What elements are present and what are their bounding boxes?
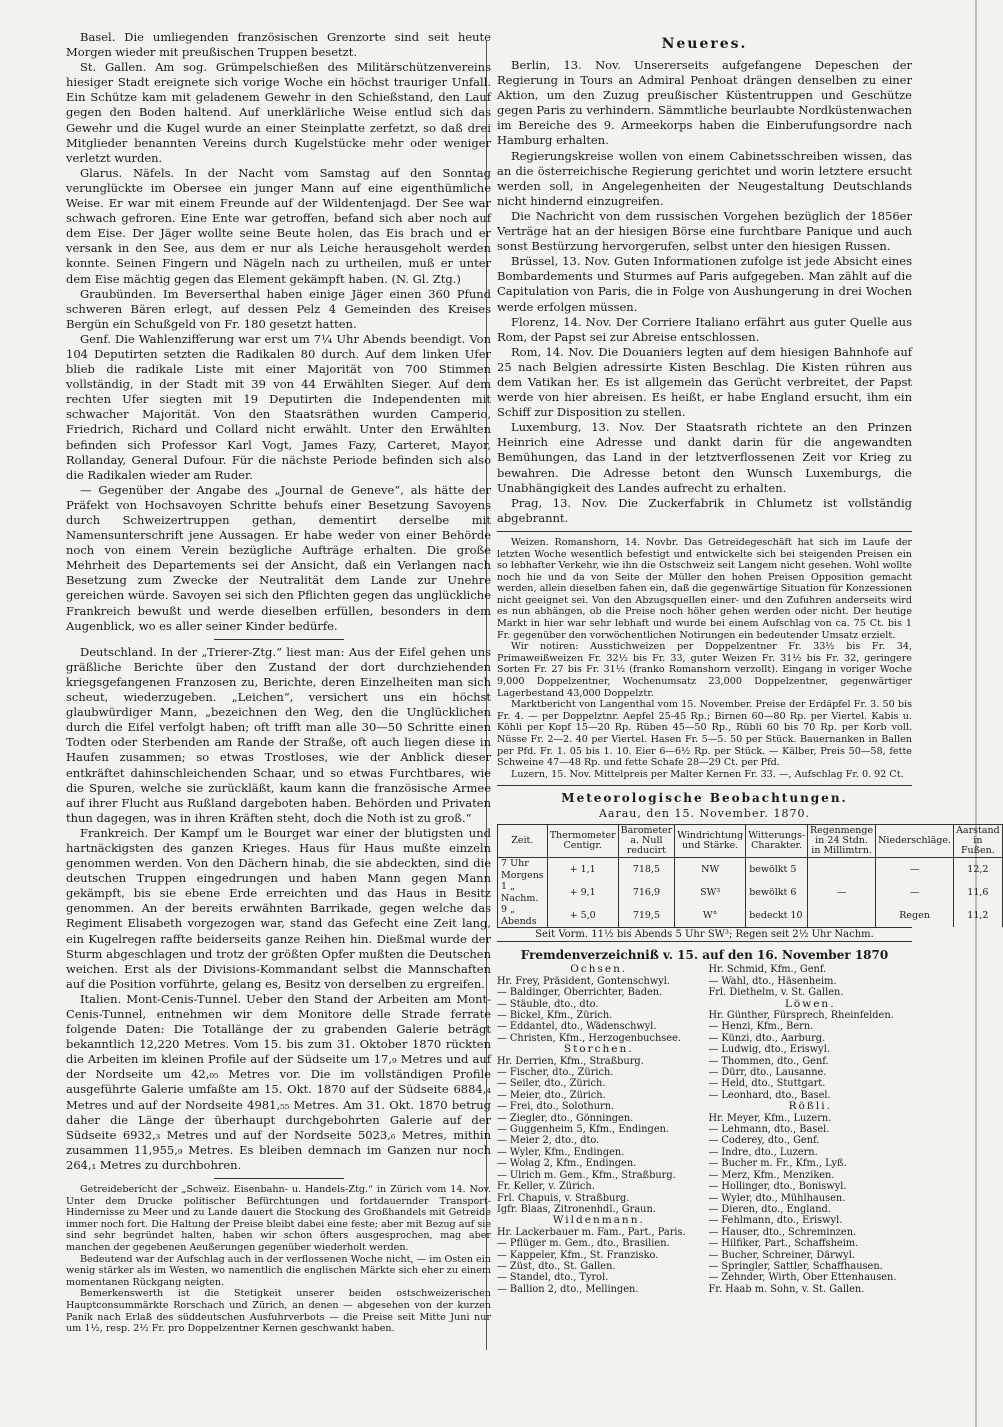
guest-entry: — Fischer, dto., Zürich. [497, 1067, 614, 1079]
separator [497, 785, 912, 786]
meteo-header-cell: Niederschläge. [876, 825, 954, 858]
meteo-header-cell: Regenmenge in 24 Stdn. in Millimtrn. [808, 825, 876, 858]
guest-entry: — Frei, dto., Solothurn. [497, 1101, 615, 1113]
weizen-report: Weizen. Romanshorn, 14. Novbr. Das Getreidegeschäft hat sich im Laufe der letzten Woche wesentlich befestigt und entwickelte sich bei steigenden Preisen ein so lebhafter Verkehr, wie ihn die Ostschweiz seit Langem nicht gesehen. Wohl wollte noch hie und da von Seite der Müller den hohen Preisen Opposition gemacht werden, allein dieselben fahen ein, daß die gegenwärtige Situation für Konzessionen nicht geeignet sei. Von den Abzugsquellen einer- und den Zufuhren anderseits wird es nun abhängen, ob die Preise noch höher gehen werden oder nicht. Der heutige Markt in hier war sehr lebhaft und wurde bei einem Aufschlag von ca. 75 Ct. bis 1 Fr. gegenüber den vorwöchentlichen Notirungen ein bedeutender Umsatz erzielt. [497, 536, 912, 641]
meteo-cell: 719,5 [618, 904, 675, 927]
guest-entry: — Coderey, dto., Genf. [708, 1135, 820, 1147]
article-basel: Basel. Die umliegenden französischen Grenzorte sind seit heute Morgen wieder mit preußischen Truppen besetzt. [66, 30, 491, 60]
guest-entry: — Merz, Kfm., Menziken. [708, 1169, 835, 1181]
meteo-cell: — [808, 881, 876, 904]
meteo-header-cell: Thermometer Centigr. [547, 825, 618, 858]
hotel-name: Ochsen. [570, 963, 628, 976]
meteo-cell: + 1,1 [547, 858, 618, 882]
separator [497, 531, 912, 532]
meteo-cell: 716,9 [618, 881, 675, 904]
meteo-cell: 11,2 [954, 904, 1003, 927]
meteo-header-cell: Zeit. [498, 825, 548, 858]
fremdenverzeichnis [497, 964, 912, 1295]
guest-entry: — Pflüger m. Gem., dto., Brasilien. [497, 1238, 670, 1250]
guest-entry: Hr. Frey, Präsident, Gontenschwyl. [497, 975, 671, 987]
guest-entry: — Wyler, dto., Mühlhausen. [708, 1192, 846, 1204]
fremdenverzeichnis-heading: Fremdenverzeichniß v. 15. auf den 16. November 1870 [520, 948, 889, 963]
getreidebericht-text-2: Bedeutend war der Aufschlag auch in der verflossenen Woche nicht, — im Osten ein wenig stärker als im Westen, wo namentlich die englischen Märkte sich eher zu einem momentanen Rückgang neigten. [66, 1253, 491, 1288]
meteo-cell [808, 858, 876, 882]
meteo-subheading: Aarau, den 15. November. 1870. [598, 807, 810, 821]
guest-entry: — Bucher, Schreiner, Därwyl. [708, 1249, 855, 1261]
guest-entry: Fr. Haab m. Sohn, v. St. Gallen. [708, 1283, 865, 1295]
hotel-name: Storchen. [563, 1043, 634, 1056]
meteo-header-cell: Windrichtung und Stärke. [675, 825, 746, 858]
article-frankreich: Frankreich. Der Kampf um le Bourget war einer der blutigsten und hartnäckigsten des ganzen Krieges. Haus für Haus mußte einzeln genommen werden. Von den Dächern hinab, die sie abdeckten, sind die deutschen Truppen eingedrungen und haben Mann gegen Mann gekämpft, bis sie ebene Erde erreichten und das Haus in Besitz genommen. An der bereits erwähnten Barrikade, gegen welche das Regiment Elisabeth vorgezogen war, stand das Gefecht eine Zeit lang, ein Kugelregen raffte beiderseits ganze Reihen hin. Dießmal wurde der Sturm abgeschlagen und trotz der größten Opfer mußten die Deutschen weichen. Erst als der Divisions-Kommandant selbst die Mannschaften auf die Position vorführte, gelang es, Besitz von derselben zu ergreifen. [66, 825, 491, 991]
guest-entry: — Baldinger, Oberrichter, Baden. [497, 987, 663, 999]
meteo-heading: Meteorologische Beobachtungen. [561, 791, 848, 806]
meteo-table [497, 824, 1003, 927]
meteo-header-cell: Aarstand in Fußen. [954, 825, 1003, 858]
meteo-header-cell: Witterungs-Charakter. [746, 825, 808, 858]
guest-entry: — Züst, dto., St. Gallen. [497, 1260, 616, 1272]
guest-entry: — Springler, Sattler, Schaffhausen. [708, 1260, 883, 1272]
article-rom: Rom, 14. Nov. Die Douaniers legten auf dem hiesigen Bahnhofe auf 25 nach Belgien adressirte Kisten Beschlag. Die Kisten rühren aus dem Vatikan her. Es ist allgemein das Gerücht verbreitet, der Papst werde von hier abreisen. Es heißt, er habe England ersucht, ihm ein Schiff zur Disposition zu stellen. [497, 344, 912, 420]
getreidebericht-text: Getreidebericht der „Schweiz. Eisenbahn- u. Handels-Ztg.“ in Zürich vom 14. Nov. Unter dem Drucke politischer Befürchtungen und fortdauernder Transport-Hindernisse zu Meer und zu Lande dauert die Stockung des Großhandels mit Getreide immer noch fort. Die Haltung der Preise bleibt dabei eine feste; aber mit Bezug auf sie sind sehr begründet halten, haben wir schon öfters ausgesprochen, mag aber manchen der gegebenen Aeußerungen gegenüber wiederholt werden. [66, 1184, 491, 1253]
meteo-row [498, 904, 1003, 927]
guest-entry: — Bickel, Kfm., Zürich. [497, 1010, 613, 1021]
article-luxemburg: Luxemburg, 13. Nov. Der Staatsrath richtete an den Prinzen Heinrich eine Adresse und dankt darin für die angewandten Bemühungen, das Land in der letztverflossenen Zeit vor Krieg zu bewahren. Die Adresse betont den Wunsch Luxemburgs, die Unabhängigkeit des Landes aufrecht zu erhalten. [497, 420, 912, 495]
meteo-cell: 9 „ Abends [498, 904, 548, 927]
meteo-cell: — [876, 858, 954, 882]
guest-entry: — Ludwig, dto., Eriswyl. [708, 1044, 830, 1056]
luzern-report: Luzern, 15. Nov. Mittelpreis per Malter Kernen Fr. 33. —, Aufschlag Fr. 0. 92 Ct. [511, 768, 904, 780]
meteo-cell: bewölkt 5 [746, 858, 808, 882]
guest-entry: — Dürr, dto., Lausanne. [708, 1067, 827, 1079]
guest-entry: — Held, dto., Stuttgart. [708, 1078, 826, 1090]
guest-entry: — Leonhard, dto., Basel. [708, 1089, 831, 1101]
guest-entry: — Zehnder, Wirth, Ober Ettenhausen. [708, 1272, 897, 1284]
separator [214, 1178, 344, 1179]
weizen-prices: Wir notiren: Ausstichweizen per Doppelzentner Fr. 33½ bis Fr. 34, Primaweißweizen Fr. 32½ bis Fr. 33, guter Weizen Fr. 31½ bis Fr. 32, geringere Sorten Fr. 27 bis Fr. 31½ (franko Romanshorn verzollt). Eingang in voriger Woche 9,000 Doppelzentner, Wochenumsatz 23,000 Doppelzentner, gegenwärtiger Lagerbestand 43,000 Doppelztr. [497, 641, 912, 699]
guest-entry: Hr. Schmid, Kfm., Genf. [708, 964, 827, 976]
guest-entry: — Wahl, dto., Häsenheim. [708, 975, 837, 987]
meteo-cell: bewölkt 6 [746, 881, 808, 904]
guest-entry: — Stäuble, dto., dto. [497, 998, 599, 1010]
guest-entry: — Indre, dto., Luzern. [708, 1146, 818, 1158]
meteo-cell: 1 „ Nachm. [498, 881, 548, 904]
guest-entry: — Bucher m. Fr., Kfm., Lyß. [708, 1158, 847, 1170]
meteo-cell: bedeckt 10 [746, 904, 808, 927]
meteo-cell [808, 904, 876, 927]
guest-entry: — Lehmann, dto., Basel. [708, 1124, 830, 1136]
meteo-header-row [498, 825, 1003, 858]
guest-entry: — Dieren, dto., England. [708, 1203, 831, 1215]
meteo-cell: — [876, 881, 954, 904]
meteo-header-cell: Barometer a. Null reducirt [618, 825, 675, 858]
guest-entry: Hr. Meyer, Kfm., Luzern. [708, 1112, 832, 1124]
article-glarus: Glarus. Näfels. In der Nacht vom Samstag auf den Sonntag verunglückte im Obersee ein junger Mann auf eine eigenthümliche Weise. Er war mit einem Freunde auf der Wildentenjagd. Der See war schwach gefroren. Eine Ente war getroffen, befand sich aber noch auf dem Eise. Der Jäger wollte seine Beute holen, das Eis brach und er versank in den See, aus dem er nur als Leiche herausgeholt werden konnte. Seinen Fingern und Nägeln nach zu urtheilen, muß er unter dem Eise mächtig gegen das Element gekämpft haben. (N. Gl. Ztg.) [66, 165, 491, 286]
guest-entry: — Meier, dto., Zürich. [497, 1089, 606, 1101]
left-column [66, 30, 491, 1390]
article-genf-savoyen: — Gegenüber der Angabe des „Journal de Geneve“, als hätte der Präfekt von Hochsavoyen Schritte behufs einer Besetzung Savoyens durch Schweizertruppen gethan, dementirt derselbe mit Namensunterschrift jene Aussagen. Er habe weder von einer Behörde noch von einem Verein bezügliche Aufträge erhalten. Die große Mehrheit des Departements sei der Ansicht, daß ein Verlangen nach Besetzung zum Zwecke der Neutralität dem Lande zur Unehre gereichen würde. Savoyen sei sich den Pflichten gegen das unglückliche Frankreich bewußt und werde dieselben erfüllen, besonders in dem Augenblick, wo es aller seiner Kinder bedürfe. [66, 482, 491, 633]
getreidebericht-text-3: Bemerkenswerth ist die Stetigkeit unserer beiden ostschweizerischen Hauptconsummärkte Rorschach und Zürich, an denen — abgesehen von der kurzen Panik nach Erlaß des süddeutschen Ausfuhrverbots — die Preise seit Mitte Juni nur um 1½, resp. 2½ Fr. pro Doppelzentner Kernen geschwankt haben. [66, 1288, 491, 1335]
meteo-cell: 12,2 [954, 858, 1003, 882]
guest-entry: Hr. Lackerbauer m. Fam., Part., Paris. [497, 1226, 686, 1238]
meteo-cell: 11,6 [954, 881, 1003, 904]
meteo-cell: NW [675, 858, 746, 882]
guest-list-right [709, 964, 913, 1295]
guest-entry: — Seiler, dto., Zürich. [497, 1078, 606, 1090]
hotel-name: Wildenmann. [552, 1214, 645, 1227]
article-berlin-2: Regierungskreise wollen von einem Cabinetsschreiben wissen, das an die österreichische Regierung gerichtet und worin letztere ersucht werden soll, in Angelegenheiten der Neugestaltung Deutschlands nicht hindernd einzugreifen. [497, 148, 912, 208]
article-stgallen: St. Gallen. Am sog. Grümpelschießen des Militärschützenvereins hiesiger Stadt ereignete sich vorige Woche ein höchst trauriger Unfall. Ein Schütze kam mit geladenem Gewehr in den Schießstand, den Lauf gegen den Boden haltend. Auf unerklärliche Weise entlud sich das Gewehr und die Kugel wurde an einer Steinplatte zerfetzt, so daß drei Mitglieder benannten Vereins durch Kugelstücke mehr oder weniger verletzt wurden. [66, 60, 491, 165]
guest-entry: — Eddantel, dto., Wädenschwyl. [497, 1021, 657, 1033]
guest-entry: — Fehlmann, dto., Eriswyl. [708, 1215, 843, 1227]
hotel-name: Löwen. [784, 997, 836, 1010]
hotel-name: Rößli. [788, 1100, 832, 1113]
guest-entry: Hr. Günther, Fürsprech, Rheinfelden. [708, 1010, 894, 1021]
meteo-cell: 7 Uhr Morgens [498, 858, 548, 882]
meteo-row [498, 881, 1003, 904]
meteo-cell: Regen [876, 904, 954, 927]
guest-entry: — Ziegler, dto., Gönningen. [497, 1112, 634, 1124]
guest-entry: — Wyler, Kfm., Endingen. [497, 1146, 625, 1158]
guest-list-left [497, 964, 701, 1295]
guest-entry: Igfr. Blaas, Zitronenhdl., Graun. [497, 1203, 656, 1215]
meteo-row [498, 858, 1003, 882]
article-russland: Die Nachricht von dem russischen Vorgehen bezüglich der 1856er Verträge hat an der hiesigen Börse eine furchtbare Panique und auch sonst Bestürzung hervorgerufen, selbst unter den hiesigen Russen. [497, 208, 912, 254]
article-prag: Prag, 13. Nov. Die Zuckerfabrik in Chlumetz ist vollständig abgebrannt. [497, 495, 912, 525]
guest-entry: — Hauser, dto., Schreminzen. [708, 1226, 857, 1238]
article-deutschland: Deutschland. In der „Trierer-Ztg.“ liest man: Aus der Eifel gehen uns gräßliche Berichte über den Zustand der dort durchziehenden kriegsgefangenen Franzosen zu, Berichte, deren Einzelheiten man sich scheut, wiederzugeben. „Leichen“, versichert uns ein höchst glaubwürdiger Mann, „bezeichnen den Weg, den die Unglücklichen durch die Eifel verfolgt haben; oft trifft man alle 30—50 Schritte einen Todten oder Sterbenden am Rande der Straße, oft auch liegen diese in Haufen zusammen; so etwas Trostloses, wie der Anblick dieser entkräftet dahinschleichenden Schaar, und so etwas Furchtbares, wie die Spuren, welche sie zurückläßt, kaum kann die französische Armee auf ihrer Flucht aus Rußland dargeboten haben. Behörden und Privaten thun dagegen, was in ihren Kräften steht, doch die Noth ist zu groß.“ [66, 644, 491, 825]
guest-entry: — Hollinger, dto., Boniswyl. [708, 1181, 847, 1193]
article-florenz: Florenz, 14. Nov. Der Corriere Italiano erfährt aus guter Quelle aus Rom, der Papst sei zur Abreise entschlossen. [497, 314, 912, 344]
langenthal-report: Marktbericht von Langenthal vom 15. November. Preise der Erdäpfel Fr. 3. 50 bis Fr. 4. — per Doppelztnr. Aepfel 25-45 Rp.; Birnen 60—80 Rp. per Viertel. Kabis u. Köhli per Kopf 15—20 Rp. Rüben 45—50 Rp., Rübli 60 bis 70 Rp. per Korb voll. Nüsse Fr. 2—2. 40 per Viertel. Hasen Fr. 5—5. 50 per Stück. Bauernanken in Ballen per Pfd. Fr. 1. 05 bis 1. 10. Eier 6—6½ Rp. per Stück. — Kälber, Preis 50—58, fette Schweine 47—48 Rp. und fette Schafe 28—29 Ct. per Pfd. [497, 699, 912, 769]
separator [214, 639, 344, 640]
article-graubuenden: Graubünden. Im Beverserthal haben einige Jäger einen 360 Pfund schweren Bären erlegt, auf dessen Pelz 4 Gemeinden des Kreises Bergün ein Schußgeld von Fr. 180 gesetzt hatten. [66, 286, 491, 331]
guest-entry: — Künzi, dto., Aarburg. [708, 1032, 826, 1044]
article-italien: Italien. Mont-Cenis-Tunnel. Ueber den Stand der Arbeiten am Mont-Cenis-Tunnel, entnehmen wir dem Monitore delle Strade ferrate folgende Daten: Die Totallänge der zu grabenden Galerie beträgt bekanntlich 12,220 Metres. Vom 15. bis zum 31. Oktober 1870 rückten die Arbeiten im kleinen Profile auf der Südseite um 17,₉ Metres und auf der Nordseite um 42,₀₅ Metres vor. Die im vollständigen Profile ausgeführte Galerie umfaßte am 15. Okt. 1870 auf der Südseite 6884,₄ Metres und auf der Nordseite 4981,₅₅ Metres. Am 31. Okt. 1870 betrug daher die Länge der überhaupt durchgebohrten Galerie auf der Südseite 6932,₃ Metres und auf der Nordseite 5023,₆ Metres, mithin zusammen 11,955,₉ Metres. Es bleiben demnach im Ganzen nur noch 264,₁ Metres zu durchbohren. [66, 991, 491, 1172]
guest-entry: — Hilfiker, Part., Schaffsheim. [708, 1238, 859, 1250]
article-berlin: Berlin, 13. Nov. Unsererseits aufgefangene Depeschen der Regierung in Tours an Admiral Penhoat drängen denselben zu einer Aktion, um den Zuzug preußischer Küstentruppen und Geschütze gegen Paris zu verhindern. Sämmtliche beurlaubte Nordküstenwachen im Bereiche des 9. Armeekorps haben die Einberufungsordre nach Hamburg erhalten. [497, 58, 912, 148]
neueres-heading: Neueres. [661, 36, 748, 52]
meteo-cell: SW³ [675, 881, 746, 904]
guest-entry: — Ballion 2, dto., Mellingen. [497, 1283, 639, 1295]
guest-entry: — Wolag 2, Kfm., Endingen. [497, 1158, 637, 1170]
guest-entry: — Guggenheim 5, Kfm., Endingen. [497, 1124, 670, 1136]
article-bruessel: Brüssel, 13. Nov. Guten Informationen zufolge ist jede Absicht eines Bombardements und Sturmes auf Paris aufgegeben. Man zählt auf die Capitulation von Paris, die in Folge von Aushungerung in drei Wochen werde erfolgen müssen. [497, 254, 912, 314]
guest-entry: Frl. Diethelm, v. St. Gallen. [708, 987, 844, 999]
right-column [497, 30, 1000, 1390]
meteo-cell: + 5,0 [547, 904, 618, 927]
page-edge-line [975, 0, 977, 1427]
guest-entry: — Kappeler, Kfm., St. Franzisko. [497, 1249, 659, 1261]
meteo-cell: W° [675, 904, 746, 927]
getreidebericht [66, 1184, 491, 1335]
guest-entry: — Henzi, Kfm., Bern. [708, 1021, 814, 1033]
meteo-cell: + 9,1 [547, 881, 618, 904]
guest-entry: — Christen, Kfm., Herzogenbuchsee. [497, 1032, 681, 1044]
guest-entry: Hr. Derrien, Kfm., Straßburg. [497, 1055, 644, 1067]
meteo-cell: 718,5 [618, 858, 675, 882]
guest-entry: — Standel, dto., Tyrol. [497, 1272, 609, 1284]
guest-entry: — Meier 2, dto., dto. [497, 1135, 600, 1147]
article-genf: Genf. Die Wahlenzifferung war erst um 7¼ Uhr Abends beendigt. Von 104 Deputirten setzten die Radikalen 80 durch. Auf dem linken Ufer blieb die radikale Liste mit einer Majorität von 700 Stimmen vollständig, in der Stadt mit 39 von 44 Erwählten Sieger. Auf dem rechten Ufer siegten mit 19 Deputirten die Independenten mit schwacher Majorität. Von den Staatsräthen wurden Camperio, Friedrich, Richard und Collard nicht erwählt. Unter den Erwählten befinden sich Professor Karl Vogt, James Fazy, Carteret, Mayor, Rollanday, General Dufour. Für die nächste Periode befinden sich also die Radikalen wieder am Ruder. [66, 331, 491, 482]
meteo-footnote: Seit Vorm. 11½ bis Abends 5 Uhr SW³; Regen seit 2½ Uhr Nachm. [497, 927, 912, 942]
guest-entry: Frl. Chapuis, v. Straßburg. [497, 1192, 630, 1204]
guest-entry: Fr. Keller, v. Zürich. [497, 1181, 595, 1193]
guest-entry: — Thommen, dto., Genf. [708, 1055, 829, 1067]
market-reports [497, 537, 912, 780]
guest-entry: — Ulrich m. Gem., Kfm., Straßburg. [497, 1169, 676, 1181]
